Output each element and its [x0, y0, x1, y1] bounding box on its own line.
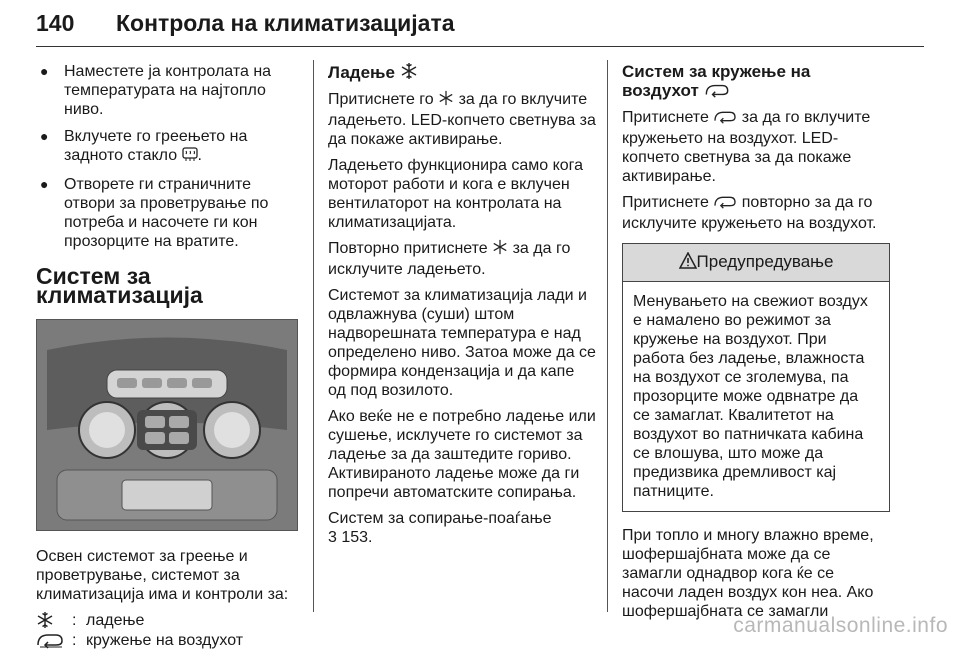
paragraph: Ладењето функционира само кога моторот работи и кога е вклучен вентилаторот на контролата на климатизацијата. [328, 157, 584, 231]
warning-box [622, 243, 890, 512]
recirculation-icon [36, 631, 64, 654]
header-divider [36, 46, 924, 47]
paragraph: Притиснете повторно за да го исклучите кружењето на воздухот. [622, 194, 877, 232]
cross-reference[interactable]: Систем за сопирање-поаѓање 3 153. [328, 510, 552, 546]
snowflake-icon [400, 62, 418, 84]
list-item: ● Наместете ја контролата на температурата на најтопло ниво. [40, 63, 272, 118]
paragraph: Ако веќе не е потребно ладење или сушење, исклучете го системот за ладење за да заштедите гориво. Активираното ладење може да ги попречи автоматските сопирања. [328, 408, 596, 501]
warning-header: Предупредување [623, 244, 889, 282]
watermark: carmanualsonline.info [733, 614, 948, 637]
climate-control-panel-image [36, 319, 298, 531]
paragraph: Системот за климатизација лади и одвлажнува (суши) штом надворешната температура е над определено ниво. Затоа може да се формира кондензација и да капе од под возилото. [328, 287, 596, 399]
recirculation-icon [713, 109, 737, 129]
list-item: ● Вклучете го греењето на задното стакло . [36, 127, 298, 167]
recirculation-icon [704, 82, 730, 102]
warning-triangle-icon [679, 252, 697, 273]
paragraph: Повторно притиснете за да го исклучите ладењето. [328, 240, 571, 278]
snowflake-icon [438, 90, 454, 111]
snowflake-icon [492, 239, 508, 260]
recirculation-icon [713, 194, 737, 214]
rear-defrost-icon [182, 147, 198, 167]
paragraph: Притиснете го за да го вклучите ладењето. LED-копчето светнува за да покаже активирање. [328, 91, 596, 148]
bullet-list [36, 62, 298, 251]
paragraph: При топло и многу влажно време, шофершајбната може да се замагли однадвор кога ќе се насочи ладен воздух кон неа. Ако шофершајбната се замагли [622, 527, 874, 620]
column-3 [622, 62, 890, 628]
list-item: ● Отворете ги страничните отвори за проветрување по потреба и насочете ги кон прозорците на вратите. [40, 176, 269, 250]
column-2 [328, 62, 596, 554]
page-header [36, 8, 924, 48]
legend-row: : кружење на воздухот [36, 631, 298, 651]
warning-text: Менувањето на свежиот воздух е намалено во режимот за кружење на воздухот. При работа без ладење, влажноста на воздухот се зголемува, па прозорците може одвнатре да се замаглат. Квалитетот на воздухот во патничката кабина се влошува, што може да предизвика дремливост кај патниците. [633, 293, 868, 500]
cooling-title: Ладење [328, 62, 596, 84]
intro-text: Освен системот за греење и проветрување, системот за климатизација има и контроли за: [36, 548, 289, 603]
reference-arrow-icon: 3 [328, 529, 337, 546]
recirculation-title: Систем за кружење на воздухот [622, 62, 811, 100]
legend-row: : ладење [36, 611, 298, 631]
column-divider-2 [607, 60, 608, 612]
column-divider-1 [313, 60, 314, 612]
paragraph: Притиснете за да го вклучите кружењето на воздухот. LED-копчето светнува за да покаже активирање. [622, 109, 871, 185]
column-1 [36, 62, 298, 651]
page-number: 140 [36, 10, 75, 36]
section-title: Систем за климатизација [36, 263, 203, 308]
page-title: Контрола на климатизацијата [116, 10, 455, 36]
